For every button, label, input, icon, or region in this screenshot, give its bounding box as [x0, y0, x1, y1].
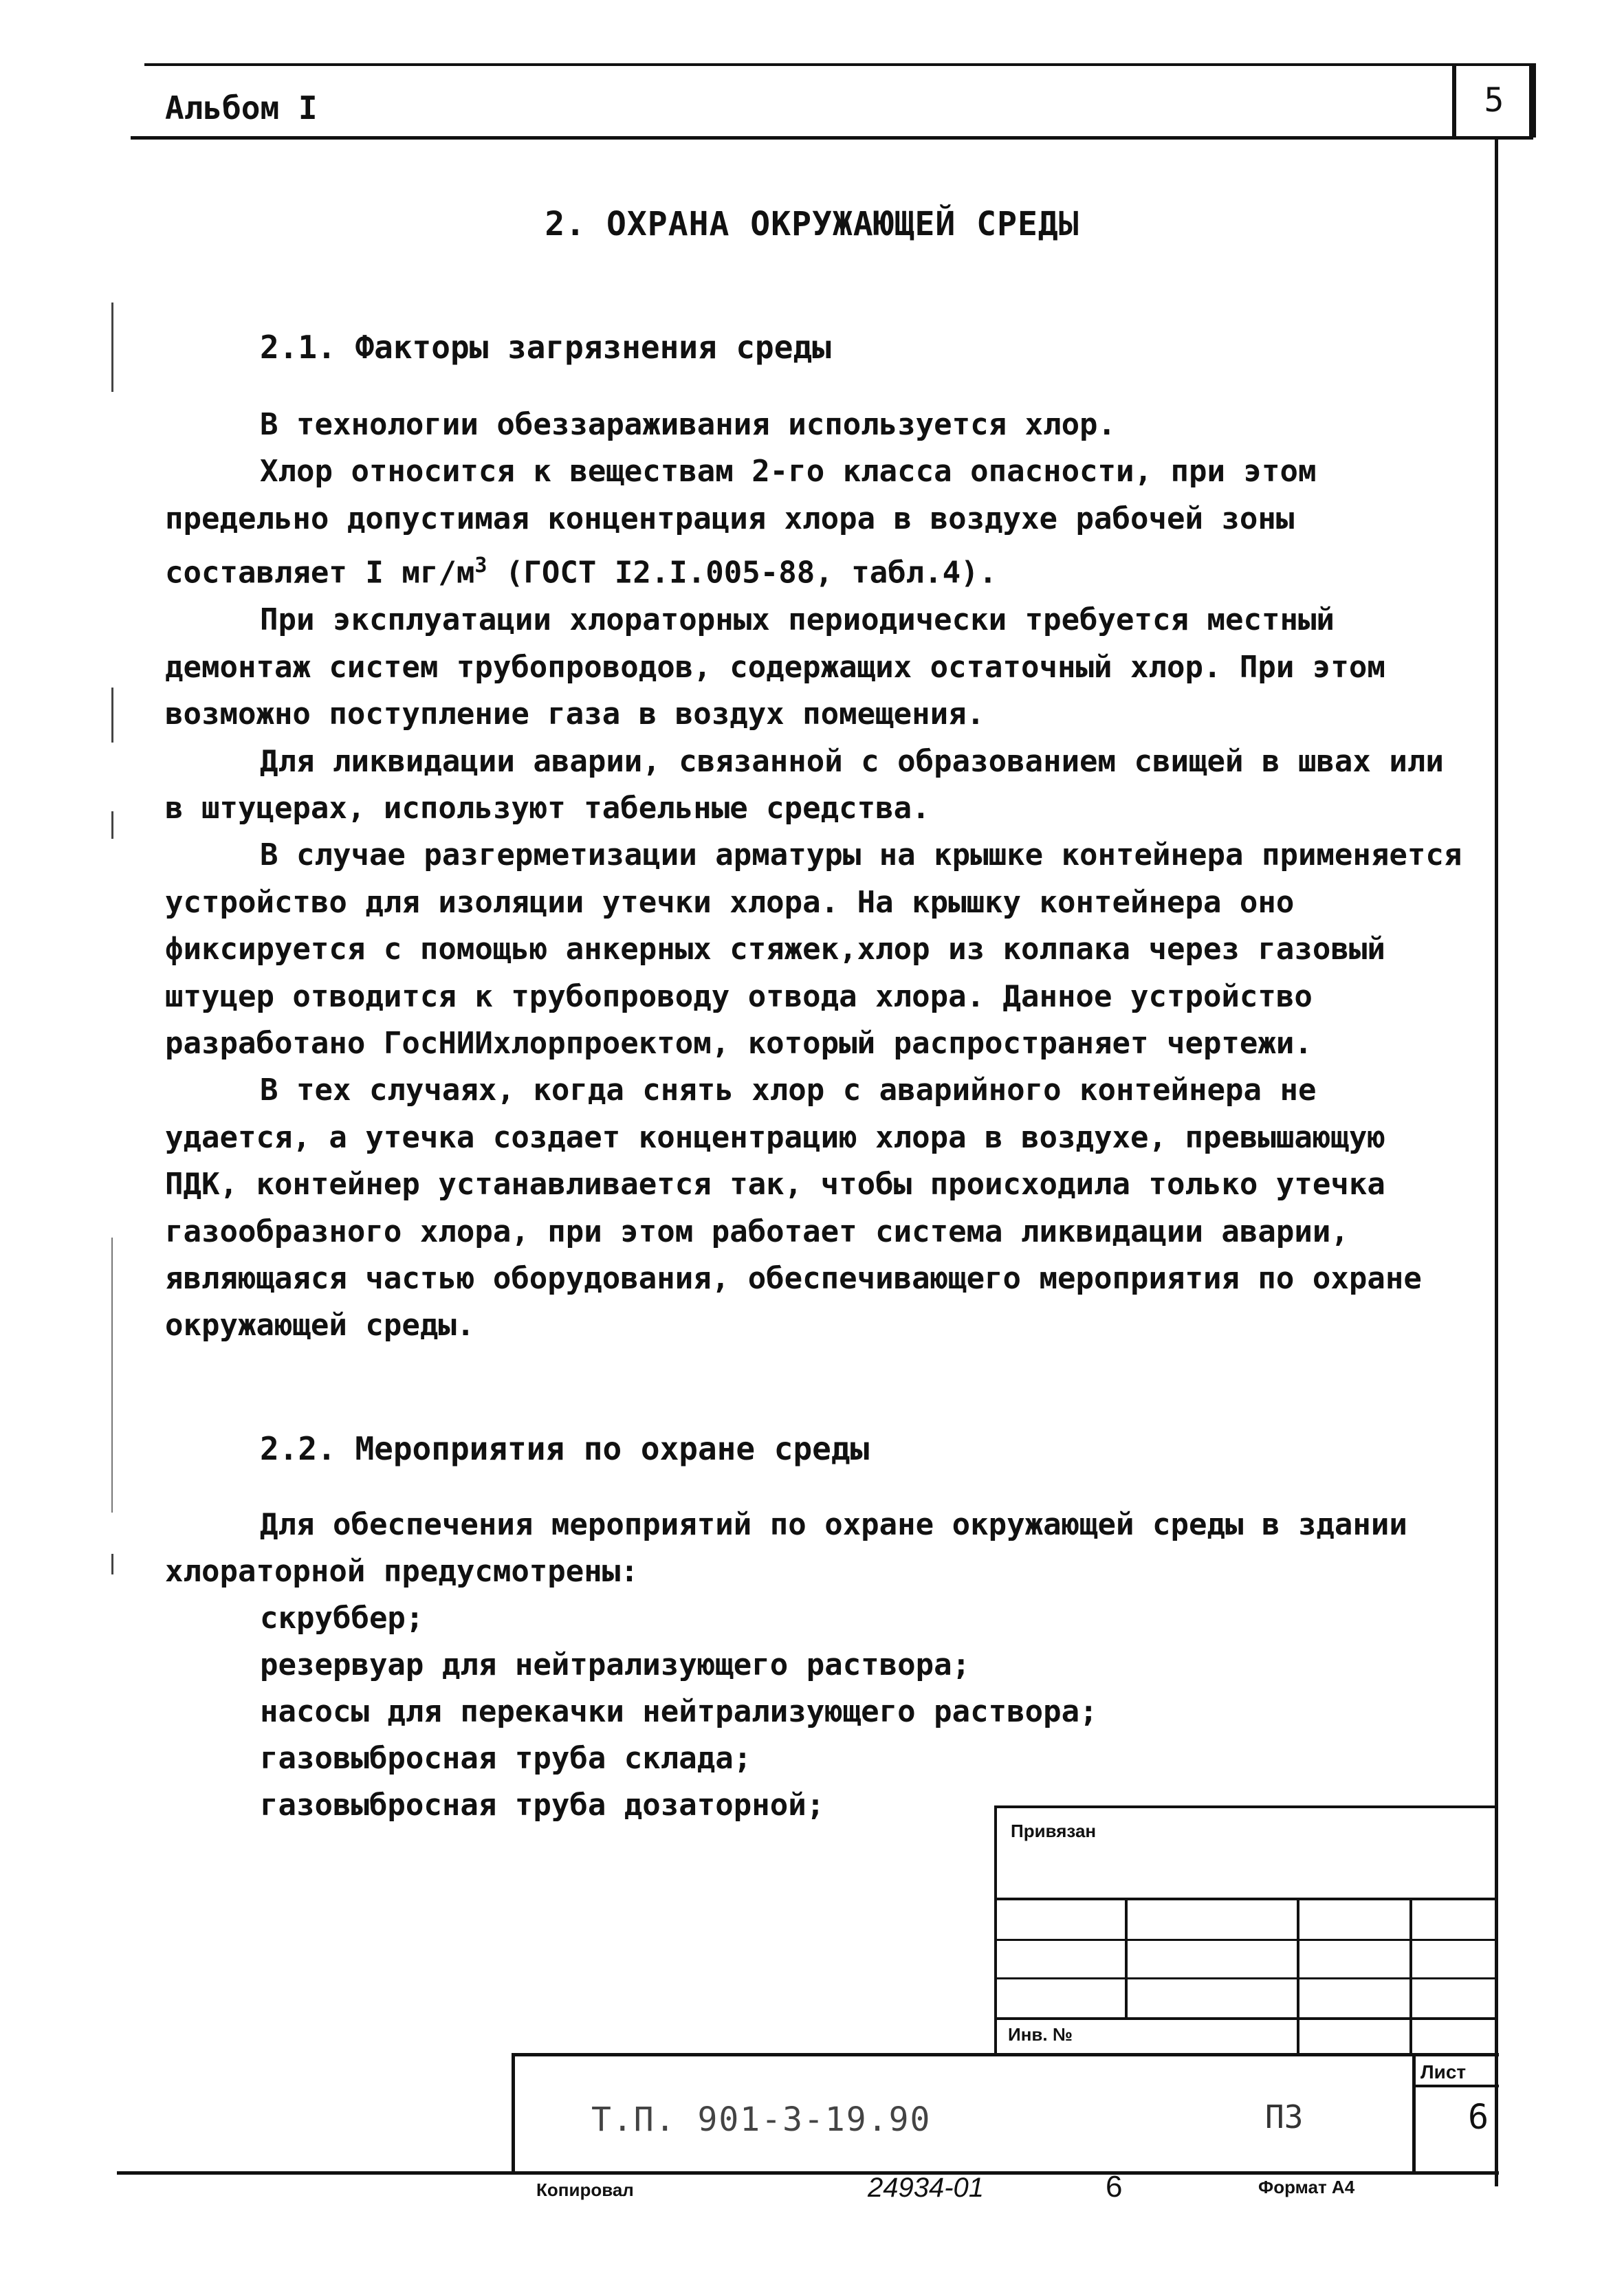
frame-top-line: [144, 63, 1533, 66]
album-label: Альбом I: [165, 89, 318, 127]
section-2-2-text: [165, 1502, 1471, 1596]
privyazan-label: Привязан: [1011, 1821, 1097, 1841]
order-number: 24934-01: [868, 2173, 985, 2203]
paragraph: Для ликвидации аварии, связанной с образованием свищей в швах или в штуцерах, используют табельные средства.: [165, 743, 1444, 826]
paragraph-text: Хлор относится к веществам 2-го класса опасности, при этом предельно допустимая концентрация хлора в воздухе рабочей зоны составляет I мг/м: [165, 454, 1317, 591]
list-label: Лист: [1420, 2061, 1467, 2083]
margin-mark: [111, 688, 113, 743]
list-item: газовыбросная труба дозаторной;: [260, 1788, 825, 1823]
paragraph: В тех случаях, когда снять хлор с аварийного контейнера не удается, а утечка создает концентрацию хлора в воздухе, превышающую ПДК, контейнер устанавливается так, чтобы происходила только утечка газообразного хлора, при этом работает система ликвидации аварии, являющаяся частью оборудования, обеспечивающего мероприятия по охране окружающей среды.: [165, 1073, 1422, 1343]
paragraph: В технологии обеззараживания используется хлор.: [260, 407, 1117, 442]
document-type: ПЗ: [1265, 2098, 1304, 2135]
page-number: 5: [1452, 63, 1536, 138]
frame-right-line: [1495, 138, 1498, 2186]
inv-no-label: Инв. №: [1008, 2024, 1073, 2045]
kopiroval-label: Копировал: [536, 2179, 634, 2200]
page-title: 2. ОХРАНА ОКРУЖАЮЩЕЙ СРЕДЫ: [545, 205, 1079, 243]
margin-mark: [111, 1554, 113, 1574]
list-item: скруббер;: [260, 1601, 424, 1636]
paragraph-text: (ГОСТ I2.I.005-88, табл.4).: [487, 555, 998, 591]
document-code: Т.П. 901-3-19.90: [591, 2100, 932, 2139]
list-item: насосы для перекачки нейтрализующего раствора;: [260, 1694, 1098, 1729]
section-2-1-text: [165, 402, 1471, 1350]
paragraph: [165, 448, 1471, 597]
header-bottom-line: [131, 136, 1533, 140]
paragraph: Для обеспечения мероприятий по охране окружающей среды в здании хлораторной предусмотрены:: [165, 1507, 1407, 1590]
format-label: Формат А4: [1258, 2177, 1355, 2197]
sheet-number: 6: [1467, 2097, 1489, 2137]
margin-mark: [111, 303, 113, 392]
list-item: газовыбросная труба склада;: [260, 1741, 752, 1776]
margin-mark: [111, 1238, 113, 1513]
copy-number: 6: [1106, 2170, 1123, 2204]
superscript: 3: [474, 553, 487, 578]
measures-list: [260, 1595, 1098, 1829]
paragraph: В случае разгерметизации арматуры на крышке контейнера применяется устройство для изоляции утечки хлора. На крышку контейнера оно фиксируется с помощью анкерных стяжек,хлор из колпака через газовый штуцер отводится к трубопроводу отвода хлора. Данное устройство разработано ГосНИИхлорпроектом, который распространяет чертежи.: [165, 837, 1462, 1061]
paragraph: При эксплуатации хлораторных периодически требуется местный демонтаж систем трубопроводов, содержащих остаточный хлор. При этом возможно поступление газа в воздух помещения.: [165, 602, 1385, 732]
section-heading-2-1: 2.1. Факторы загрязнения среды: [260, 329, 831, 366]
section-heading-2-2: 2.2. Мероприятия по охране среды: [260, 1430, 870, 1467]
list-item: резервуар для нейтрализующего раствора;: [260, 1647, 971, 1682]
margin-mark: [111, 811, 113, 839]
